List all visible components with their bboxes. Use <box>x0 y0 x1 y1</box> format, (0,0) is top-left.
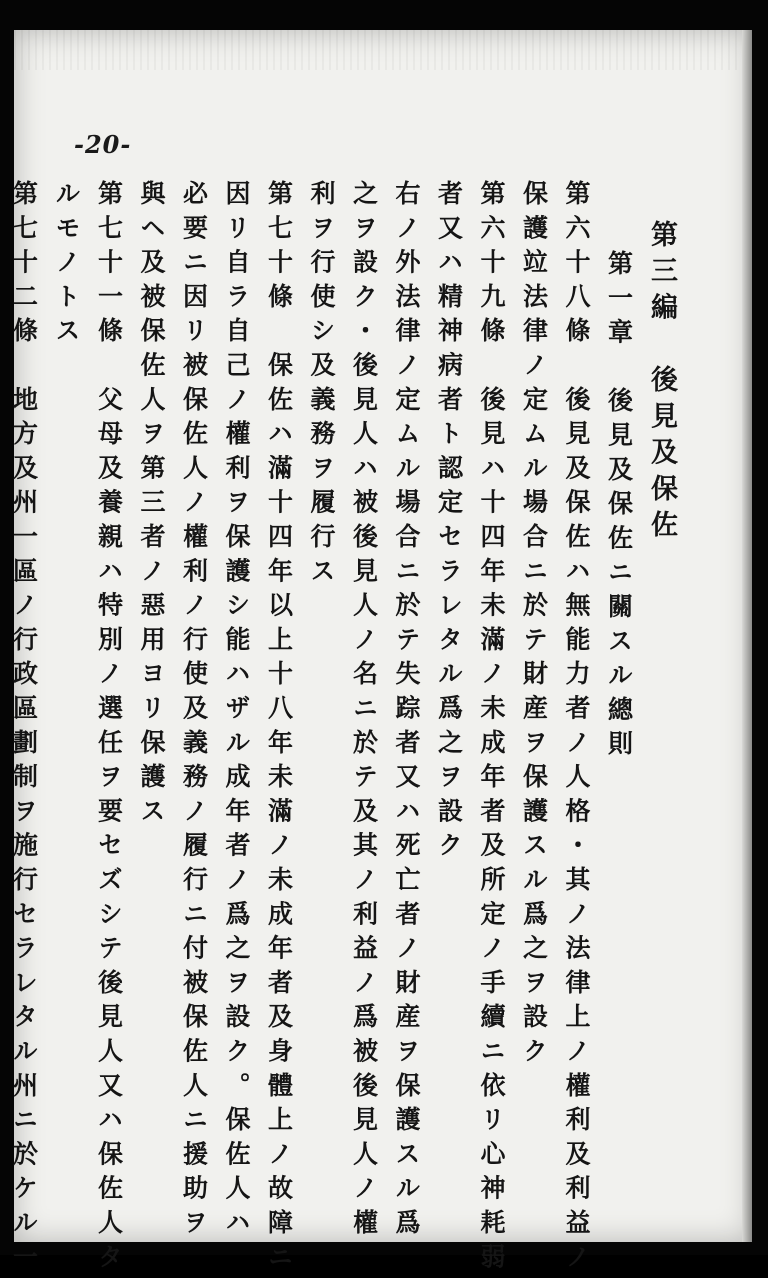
page-number: -20- <box>74 130 132 159</box>
text-column: 之ヲ設ク・後見人ハ被後見人ノ名ニ於テ及其ノ利益ノ爲被後見人ノ權 <box>349 180 379 1244</box>
text-column: 第一章 後見及保佐ニ關スル總則 <box>604 250 634 765</box>
text-column: 第六十八條 後見及保佐ハ無能力者ノ人格・其ノ法律上ノ權利及利益ノ <box>562 180 591 1278</box>
text-column: 者又ハ精神病者ト認定セラレタル爲之ヲ設ク <box>434 180 464 866</box>
page-texture <box>14 30 752 70</box>
text-column: 右ノ外法律ノ定ムル場合ニ於テ失踪者又ハ死亡者ノ財産ヲ保護スル爲 <box>392 180 421 1244</box>
text-column: 必要ニ因リ被保佐人ノ權利ノ行使及義務ノ履行ニ付被保佐人ニ援助ヲ <box>179 180 209 1244</box>
document-page <box>9 30 752 1278</box>
text-columns <box>0 180 682 1278</box>
text-column: 利ヲ行使シ及義務ヲ履行ス <box>307 180 336 592</box>
text-column: 第七十條 保佐ハ滿十四年以上十八年未滿ノ未成年者及身體上ノ故障ニ <box>264 180 294 1278</box>
text-column: 第七十二條 地方及州一區ノ行政區劃制ヲ施行セラレタル州ニ於ケル一 <box>9 180 39 1278</box>
text-column: 因リ自ラ自己ノ權利ヲ保護シ能ハザル成年者ノ爲之ヲ設ク。保佐人ハ <box>222 180 251 1244</box>
text-column: 保護竝法律ノ定ムル場合ニ於テ財産ヲ保護スル爲之ヲ設ク <box>519 180 549 1072</box>
page-edge <box>742 30 752 1242</box>
text-column: 第六十九條 後見ハ十四年未滿ノ未成年者及所定ノ手續ニ依リ心神耗弱 <box>477 180 506 1278</box>
text-column: ルモノトス <box>52 180 81 352</box>
text-column: 與ヘ及被保佐人ヲ第三者ノ惡用ヨリ保護ス <box>137 180 166 832</box>
text-column: 第七十一條 父母及養親ハ特別ノ選任ヲ要セズシテ後見人又ハ保佐人タ <box>94 180 124 1278</box>
text-column: 第三編 後見及保佐 <box>646 220 677 547</box>
